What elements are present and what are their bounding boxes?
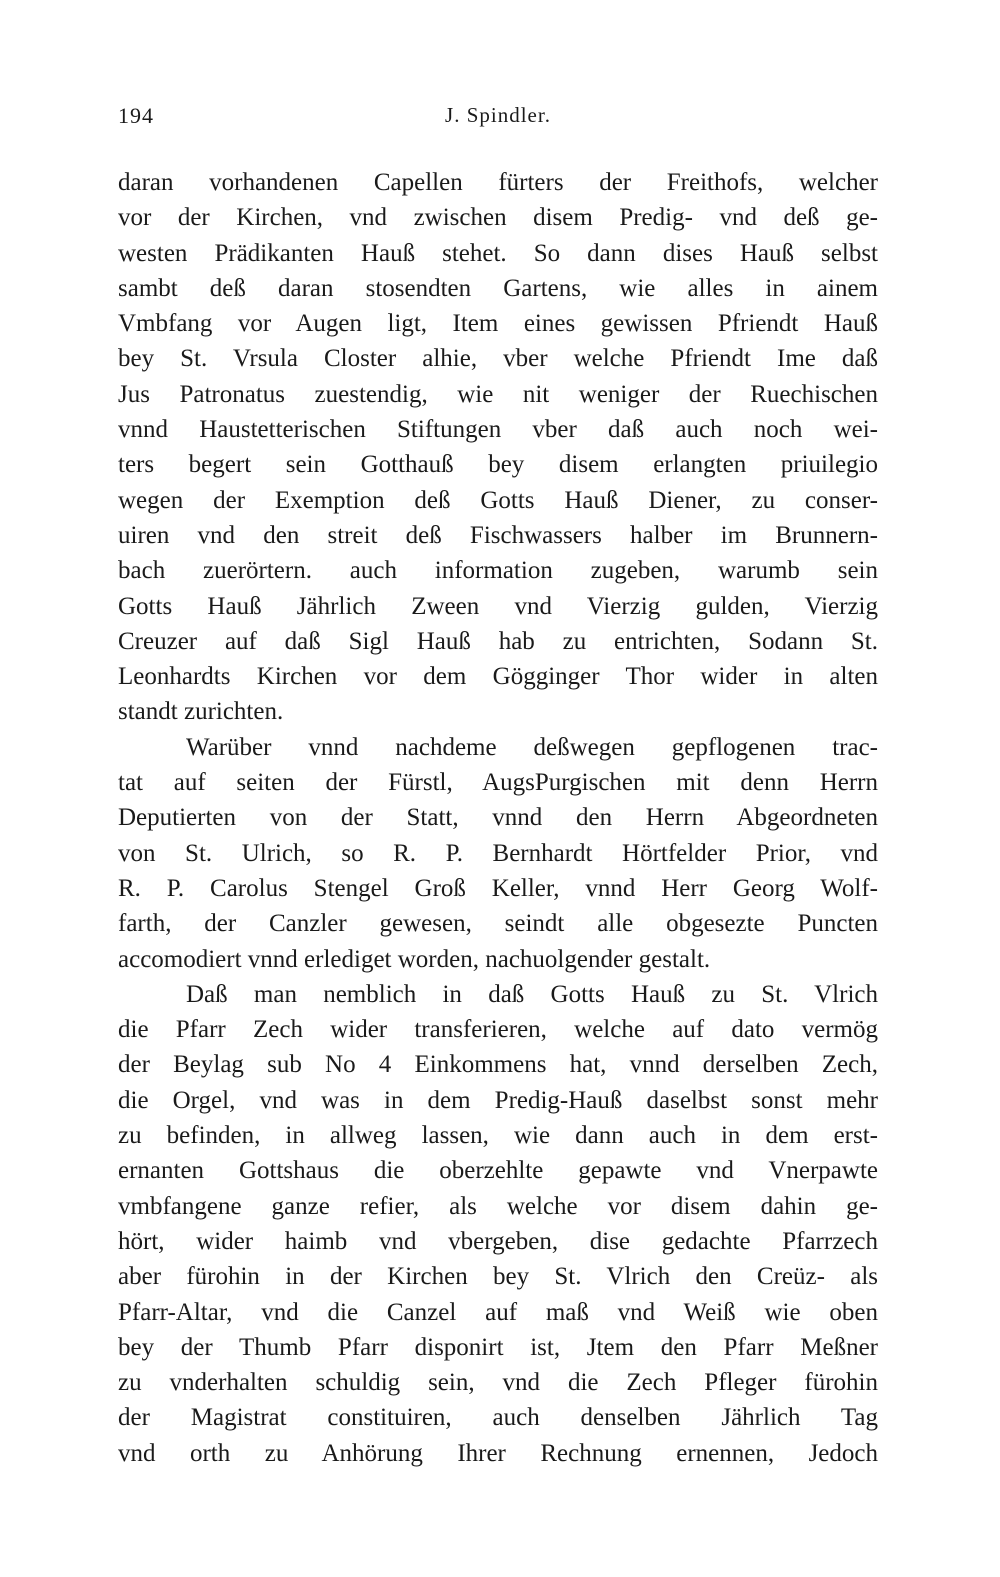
text-line: farth, der Canzler gewesen, seindt alle obgesezte Puncten <box>118 910 878 938</box>
text-line: Creuzer auf daß Sigl Hauß hab zu entrichten, Sodann St. <box>118 627 878 655</box>
text-line: daran vorhandenen Capellen fürters der Freithofs, welcher <box>118 169 878 196</box>
text-line: ters begert sein Gotthauß bey disem erlangten priuilegio <box>118 451 878 479</box>
page-header <box>118 103 878 137</box>
text-line: Deputierten von der Statt, vnnd den Herrn Abgeordneten <box>118 804 878 832</box>
text-line: sambt deß daran stosendten Gartens, wie alles in ainem <box>118 274 878 302</box>
text-line: R. P. Carolus Stengel Groß Keller, vnnd Herr Georg Wolf- <box>118 874 878 902</box>
text-line: standt zurichten. <box>118 698 284 726</box>
running-head: J. Spindler. <box>445 103 551 127</box>
text-line: Pfarr-Altar, vnd die Canzel auf maß vnd Weiß wie oben <box>118 1298 878 1326</box>
text-line: Warüber vnnd nachdeme deßwegen gepflogenen trac- <box>186 733 878 761</box>
text-line: Jus Patronatus zuestendig, wie nit weniger der Ruechischen <box>118 380 878 408</box>
text-line: zu vnderhalten schuldig sein, vnd die Zech Pfleger fürohin <box>118 1369 878 1397</box>
page-number: 194 <box>118 103 154 128</box>
text-line: vnnd Haustetterischen Stiftungen vber daß auch noch wei- <box>118 416 878 444</box>
text-line: Leonhardts Kirchen vor dem Gögginger Thor wider in alten <box>118 663 878 691</box>
paragraph-3 <box>118 977 878 1471</box>
text-line: westen Prädikanten Hauß stehet. So dann dises Hauß selbst <box>118 239 878 267</box>
text-line: Gotts Hauß Jährlich Zween vnd Vierzig gulden, Vierzig <box>118 592 878 620</box>
text-line: der Magistrat constituiren, auch denselben Jährlich Tag <box>118 1404 878 1432</box>
text-line: bach zuerörtern. auch information zugeben, warumb sein <box>118 557 878 585</box>
text-line: uiren vnd den streit deß Fischwassers halber im Brunnern- <box>118 521 878 549</box>
text-line: die Orgel, vnd was in dem Predig-Hauß daselbst sonst mehr <box>118 1086 878 1114</box>
text-line: vnd orth zu Anhörung Ihrer Rechnung ernennen, Jedoch <box>118 1439 878 1467</box>
text-line: Daß man nemblich in daß Gotts Hauß zu St. Vlrich <box>186 980 878 1008</box>
text-line: vmbfangene ganze refier, als welche vor disem dahin ge- <box>118 1192 878 1220</box>
text-line: ernanten Gottshaus die oberzehlte gepawte vnd Vnerpawte <box>118 1157 878 1185</box>
text-line: bey der Thumb Pfarr disponirt ist, Jtem den Pfarr Meßner <box>118 1333 878 1361</box>
text-line: accomodiert vnnd erlediget worden, nachuolgender gestalt. <box>118 945 711 973</box>
text-line: zu befinden, in allweg lassen, wie dann auch in dem erst- <box>118 1122 878 1150</box>
text-line: aber fürohin in der Kirchen bey St. Vlrich den Creüz- als <box>118 1263 878 1291</box>
paragraph-2 <box>118 730 878 977</box>
text-line: der Beylag sub No 4 Einkommens hat, vnnd derselben Zech, <box>118 1051 878 1079</box>
text-line: die Pfarr Zech wider transferieren, welche auf dato vermög <box>118 1016 878 1044</box>
text-line: Vmbfang vor Augen ligt, Item eines gewissen Pfriendt Hauß <box>118 310 878 338</box>
text-line: bey St. Vrsula Closter alhie, vber welche Pfriendt Ime daß <box>118 345 878 373</box>
text-line: hört, wider haimb vnd vbergeben, dise gedachte Pfarrzech <box>118 1227 878 1255</box>
text-line: vor der Kirchen, vnd zwischen disem Predig- vnd deß ge- <box>118 204 878 232</box>
text-line: von St. Ulrich, so R. P. Bernhardt Hörtfelder Prior, vnd <box>118 839 878 867</box>
text-line: wegen der Exemption deß Gotts Hauß Diener, zu conser- <box>118 486 878 514</box>
text-line: tat auf seiten der Fürstl, AugsPurgischen mit denn Herrn <box>118 769 878 797</box>
paragraph-1 <box>118 165 878 730</box>
body-text <box>118 165 878 1471</box>
